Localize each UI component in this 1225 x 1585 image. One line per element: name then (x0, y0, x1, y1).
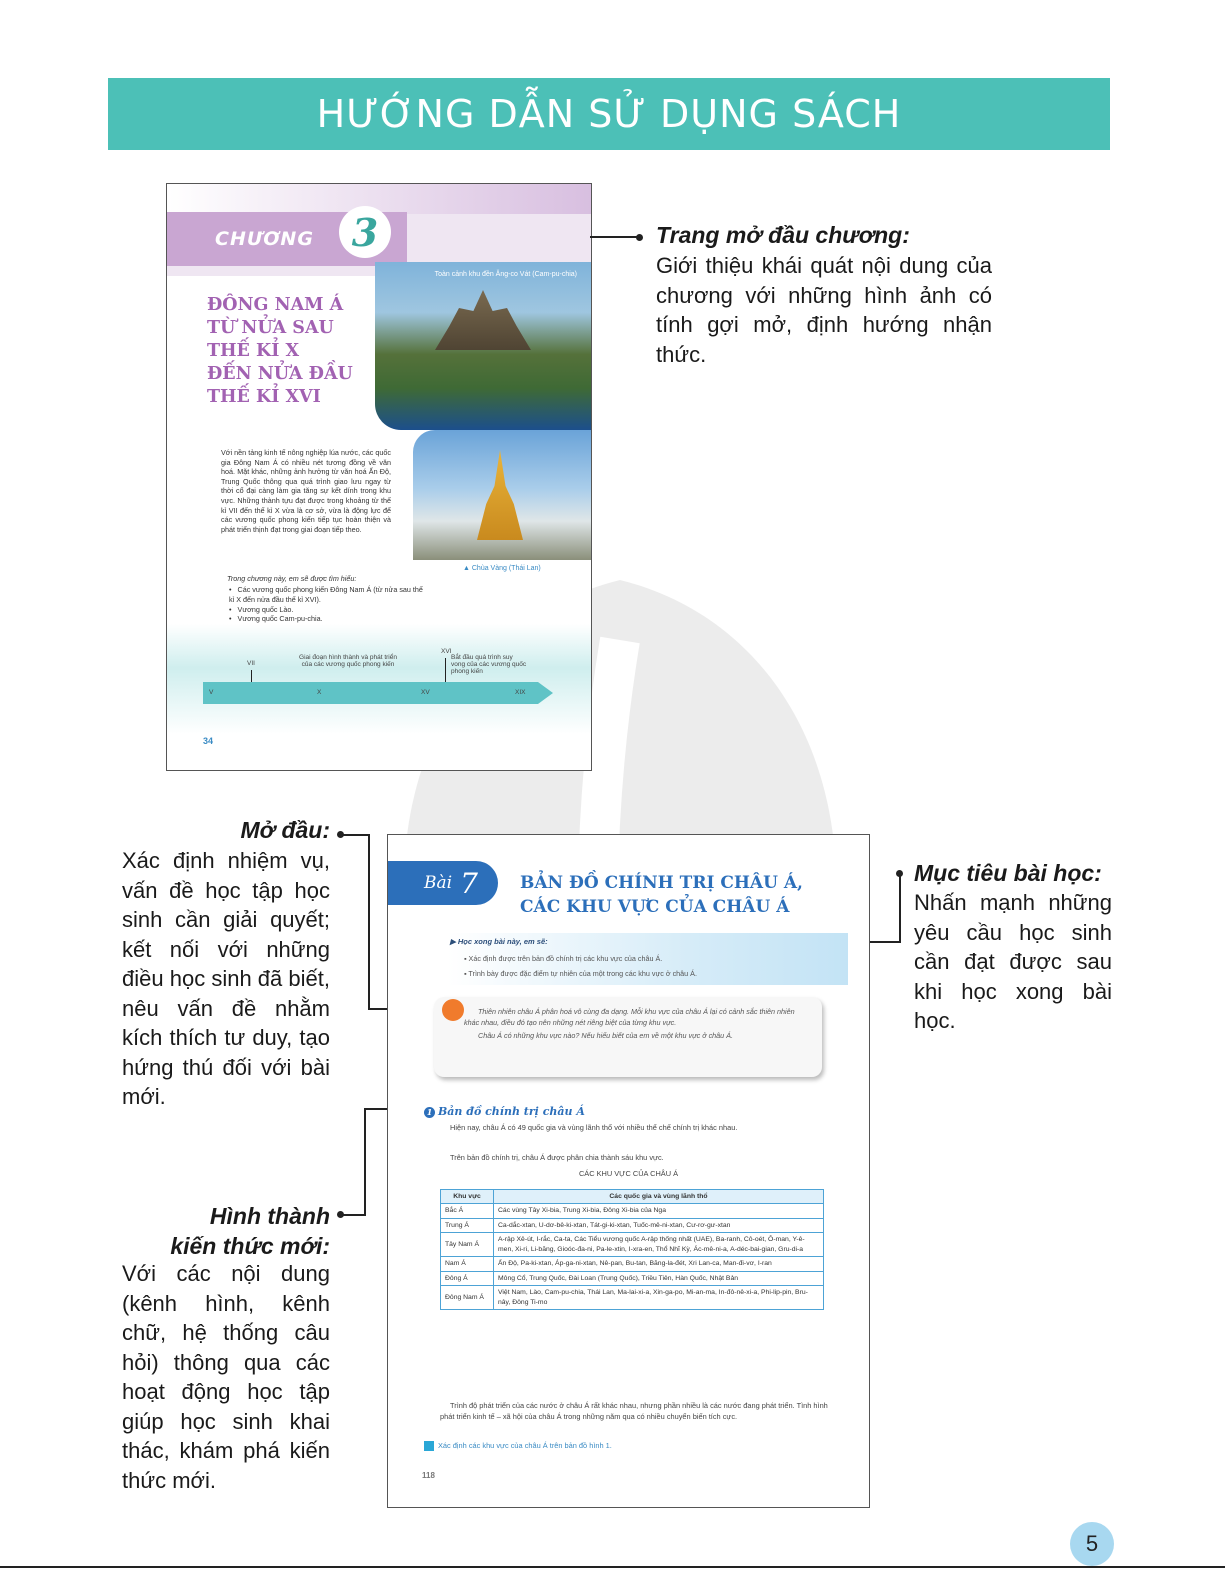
question-icon (424, 1441, 434, 1451)
chapter-label: CHƯƠNG (215, 228, 314, 250)
angkor-wat-photo (375, 262, 591, 430)
section-number: 1 (424, 1107, 435, 1118)
timeline-axis-label: X (317, 689, 322, 696)
chapter-title (207, 294, 377, 409)
chapter-number: 3 (339, 206, 391, 258)
objectives-heading: ▶ Học xong bài này, em sẽ: (450, 937, 548, 946)
chapter-title-line: ĐÔNG NAM Á (207, 295, 344, 315)
chapter-topic-list (229, 585, 429, 624)
lesson-title-line1: BẢN ĐỒ CHÍNH TRỊ CHÂU Á, (520, 873, 803, 893)
timeline-axis-label: XV (421, 689, 430, 696)
intro-paragraph: Thiên nhiên châu Á phân hoá vô cùng đa dạng. Mỗi khu vực của châu Á lại có cảnh sắc thiên nhiên khác nhau, điều đó tạo nên những nét riêng biệt của từng khu vực. (464, 1007, 795, 1027)
chapter-title-line: THẾ KỈ X (207, 341, 300, 361)
lesson-title-line2: CÁC KHU VỰC CỦA CHÂU Á (520, 897, 790, 917)
callout-objectives-body: Nhấn mạnh những yêu cầu học sinh cần đạt được sau khi học xong bài học. (914, 890, 1112, 1033)
lesson-label: Bài (424, 873, 453, 893)
callout-chapter-opening-body: Giới thiệu khái quát nội dung của chương với những hình ảnh có tính gợi mở, định hướng nhận thức. (656, 253, 992, 367)
callout-line (899, 873, 901, 943)
photo2-caption: ▲ Chùa Vàng (Thái Lan) (463, 565, 541, 572)
callout-line (368, 834, 370, 1010)
table-row: Đông Nam Á Việt Nam, Lào, Cam-pu-chia, Thái Lan, Ma-lai-xi-a, Xin-ga-po, Mi-an-ma, In-đô-nê-xi-a, Phi-lip-pin, Bru-nây, Đông Ti-mo (441, 1286, 824, 1310)
list-item: • Vương quốc Lào. (229, 605, 429, 615)
stupa-shape (477, 450, 523, 540)
timeline-note: Bắt đầu quá trình suy vong của các vương quốc phong kiến (451, 654, 527, 675)
callout-new-knowledge-body: Với các nội dung (kênh hình, kênh chữ, hệ thống câu hỏi) thông qua các hoạt động học tập giúp học sinh khai thác, khám phá kiến thức mới. (122, 1261, 330, 1493)
page-title: HƯỚNG DẪN SỬ DỤNG SÁCH (316, 92, 902, 136)
table-row: Tây Nam Á A-rập Xê-út, I-rắc, Ca-ta, Các Tiểu vương quốc A-rập thống nhất (UAE), Ba-ranh, Cô-oét, Ô-man, Y-ê-men, Xi-ri, Li-băng, Gioóc-đa-ni, Pa-le-xtin, I-xra-en, Thổ Nhĩ Kỳ, Ác-mê-ni-a, A-déc-bai-gian, Gru-di-a (441, 1233, 824, 1257)
callout-new-knowledge-title-line1: Hình thành (209, 1203, 330, 1229)
callout-line (364, 1108, 366, 1216)
table-header-row (441, 1190, 824, 1204)
objective-item: ▪ Trình bày được đặc điểm tự nhiên của một trong các khu vực ở châu Á. (464, 969, 697, 978)
temple-shape (435, 290, 531, 350)
chapter-title-line: THẾ KỈ XVI (207, 387, 321, 407)
table-header: Các quốc gia và vùng lãnh thổ (494, 1190, 824, 1204)
callout-opening-title: Mở đầu: (240, 817, 330, 843)
timeline-axis-label: V (209, 689, 214, 696)
callout-new-knowledge-title-line2: kiến thức mới: (170, 1233, 330, 1259)
timeline-label: XVI (441, 648, 452, 655)
chapter-title-line: TỪ NỬA SAU (207, 318, 334, 338)
callout-line (590, 236, 640, 238)
golden-pagoda-photo (413, 430, 591, 560)
timeline-label: VII (247, 660, 255, 667)
regions-table (440, 1189, 824, 1310)
timeline-bg (167, 624, 591, 734)
callout-dot (636, 234, 643, 241)
callout-objectives-title: Mục tiêu bài học: (914, 860, 1102, 886)
chapter-intro-text: Với nền tảng kinh tế nông nghiệp lúa nước, các quốc gia Đông Nam Á có nhiều nét tương đồng về văn hoá. Mặt khác, những ảnh hưởng từ văn hoá Ấn Độ, Trung Quốc thông qua quá trình giao lưu ngay từ thời cổ đại càng làm gia tăng sự kết dính trong khu vực. Những thành tựu đạt được trong khoảng từ thế kỉ VII đến thế kỉ X vừa là cơ sở, vừa là động lực để các vương quốc phong kiến tiếp tục hoàn thiện và phát triển thịnh đạt trong giai đoạn tiếp theo. (221, 448, 391, 534)
table-header: Khu vực (441, 1190, 494, 1204)
closing-paragraph: Trình độ phát triển của các nước ở châu Á rất khác nhau, nhưng phần nhiều là các nước đang phát triển. Tình hình phát triển kinh tế – xã hội của châu Á trong những năm qua có nhiều chuyển biến tích cực. (440, 1401, 828, 1421)
sample-page-number: 34 (203, 736, 214, 746)
callout-line (340, 1214, 366, 1216)
section-heading: 1 Bản đồ chính trị châu Á (424, 1105, 585, 1118)
table-row: Trung Á Ca-dắc-xtan, U-dơ-bê-ki-xtan, Tát-gi-ki-xtan, Tuốc-mê-ni-xtan, Cư-rơ-gư-xtan (441, 1218, 824, 1233)
list-item: • Vương quốc Cam-pu-chia. (229, 614, 429, 624)
table-row: Bắc Á Các vùng Tây Xi-bia, Trung Xi-bia, Đông Xi-bia của Nga (441, 1204, 824, 1219)
chapter-list-intro: Trong chương này, em sẽ được tìm hiểu: (227, 574, 357, 583)
callout-line (340, 834, 370, 836)
timeline-note: Giai đoạn hình thành và phát triển của các vương quốc phong kiến (299, 654, 397, 668)
sample-chapter-page (166, 183, 592, 771)
section-paragraph: Hiện nay, châu Á có 49 quốc gia và vùng lãnh thổ với nhiều thể chế chính trị khác nhau. (450, 1123, 738, 1132)
table-row: Đông Á Mông Cổ, Trung Quốc, Đài Loan (Trung Quốc), Triều Tiên, Hàn Quốc, Nhật Bản (441, 1271, 824, 1286)
sample-lesson-page (387, 834, 870, 1508)
timeline-arrow (203, 682, 553, 704)
list-item: • Các vương quốc phong kiến Đông Nam Á (từ nửa sau thế kỉ X đến nửa đầu thế kỉ XVI). (229, 585, 429, 605)
student-avatar-icon (442, 999, 464, 1021)
sample-page-number: 118 (422, 1471, 435, 1480)
photo1-caption: Toàn cảnh khu đền Ăng-co Vát (Cam-pu-chia) (434, 271, 577, 278)
question-line: Xác định các khu vực của châu Á trên bản đồ hình 1. (424, 1441, 612, 1451)
intro-text (464, 1007, 804, 1042)
table-row: Nam Á Ấn Độ, Pa-ki-xtan, Áp-ga-ni-xtan, Nê-pan, Bu-tan, Băng-la-đét, Xri Lan-ca, Man-đi-vơ, I-ran (441, 1257, 824, 1272)
table-caption: CÁC KHU VỰC CỦA CHÂU Á (578, 1169, 679, 1178)
header-band (108, 78, 1110, 150)
intro-paragraph: Châu Á có những khu vực nào? Nếu hiểu biết của em về một khu vực ở châu Á. (478, 1031, 733, 1040)
objectives-list (464, 951, 697, 981)
page-number: 5 (1070, 1522, 1114, 1566)
lesson-title (520, 871, 803, 919)
bottom-rule (0, 1566, 1225, 1568)
callout-opening-body: Xác định nhiệm vụ, vấn đề học tập học sinh cần giải quyết; kết nối với những điều học sinh đã biết, nêu vấn đề nhằm kích thích tư duy, tạo hứng thú đối với bài mới. (122, 848, 330, 1109)
lesson-number: 7 (460, 866, 478, 900)
chapter-title-line: ĐẾN NỬA ĐẦU (207, 364, 353, 384)
timeline-axis-label: XIX (515, 689, 526, 696)
callout-new-knowledge-title (122, 1201, 330, 1261)
callout-chapter-opening-title: Trang mở đầu chương: (656, 222, 910, 248)
objective-item: ▪ Xác định được trên bản đồ chính trị các khu vực của châu Á. (464, 954, 663, 963)
section-paragraph: Trên bản đồ chính trị, châu Á được phân chia thành sáu khu vực. (450, 1153, 664, 1162)
lesson-badge (387, 861, 498, 905)
